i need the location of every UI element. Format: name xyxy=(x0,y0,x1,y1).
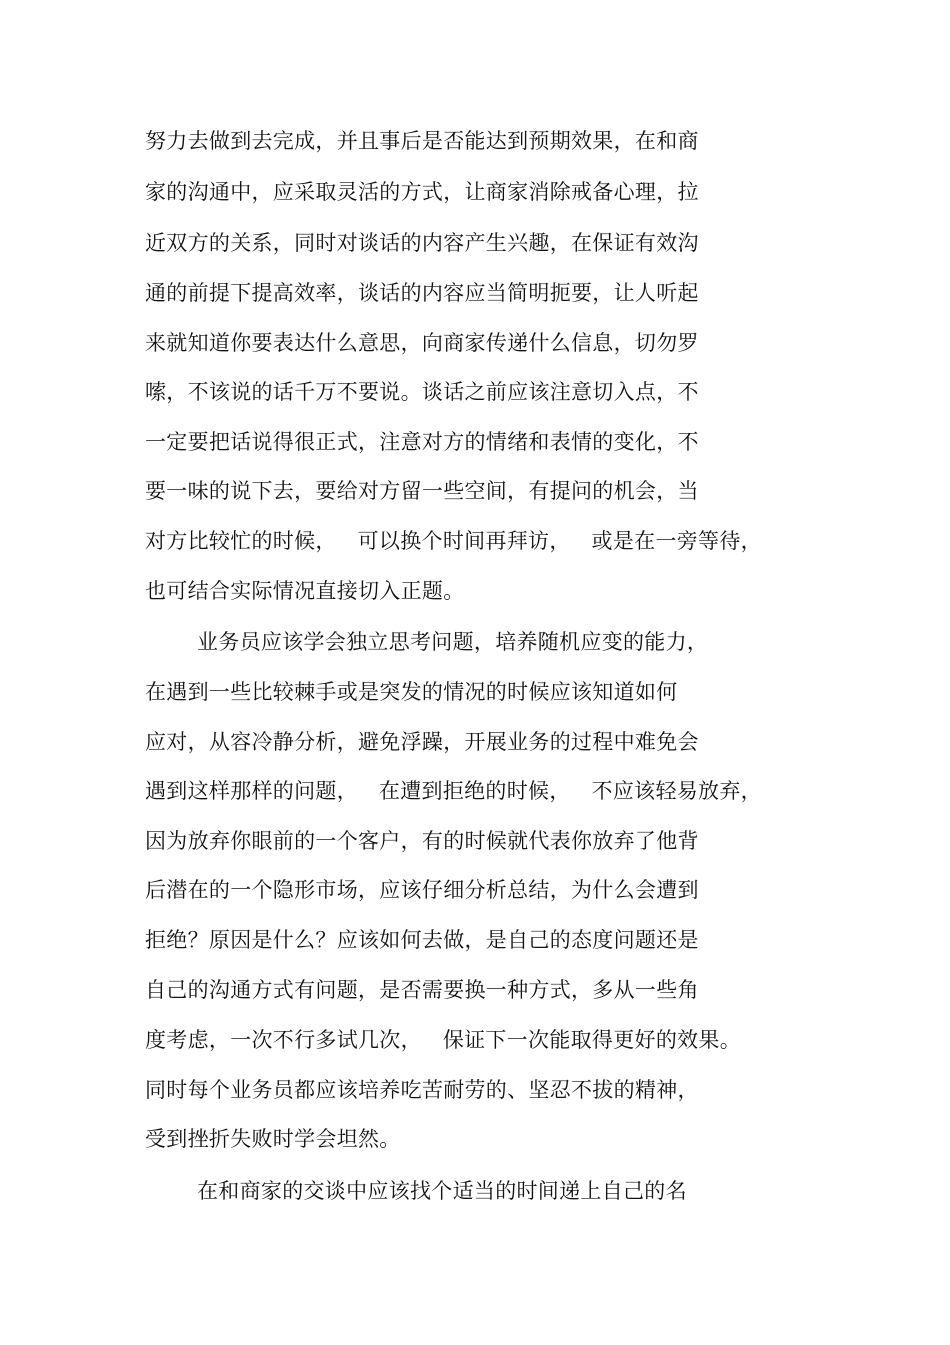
text-line: 努力去做到去完成，并且事后是否能达到预期效果，在和商 xyxy=(145,129,699,153)
text-line: 因为放弃你眼前的一个客户，有的时候就代表你放弃了他背 xyxy=(145,829,699,853)
text-line: 遇到这样那样的问题， 在遭到拒绝的时候， 不应该轻易放弃， xyxy=(145,779,762,803)
text-line: 近双方的关系，同时对谈话的内容产生兴趣，在保证有效沟 xyxy=(145,231,699,255)
text-line: 通的前提下提高效率，谈话的内容应当简明扼要，让人听起 xyxy=(145,281,699,305)
paragraph-first-line: 在和商家的交谈中应该找个适当的时间递上自己的名 xyxy=(197,1179,687,1203)
text-line: 要一味的说下去，要给对方留一些空间，有提问的机会，当 xyxy=(145,479,699,503)
text-line: 嗦，不该说的话千万不要说。谈话之前应该注意切入点，不 xyxy=(145,380,699,404)
text-line: 来就知道你要表达什么意思，向商家传递什么信息，切勿罗 xyxy=(145,331,699,355)
text-line: 对方比较忙的时候， 可以换个时间再拜访， 或是在一旁等待， xyxy=(145,529,762,553)
text-line: 在遇到一些比较棘手或是突发的情况的时候应该知道如何 xyxy=(145,680,678,704)
text-line: 拒绝？原因是什么？应该如何去做，是自己的态度问题还是 xyxy=(145,928,699,952)
text-line: 一定要把话说得很正式，注意对方的情绪和表情的变化，不 xyxy=(145,430,699,454)
text-line: 自己的沟通方式有问题，是否需要换一种方式，多从一些角 xyxy=(145,978,699,1002)
text-line: 度考虑，一次不行多试几次， 保证下一次能取得更好的效果。 xyxy=(145,1028,742,1052)
text-line: 也可结合实际情况直接切入正题。 xyxy=(145,579,465,603)
text-line: 应对，从容冷静分析，避免浮躁，开展业务的过程中难免会 xyxy=(145,730,699,754)
text-line: 家的沟通中，应采取灵活的方式，让商家消除戒备心理，拉 xyxy=(145,180,699,204)
text-line: 后潜在的一个隐形市场，应该仔细分析总结，为什么会遭到 xyxy=(145,878,699,902)
text-line: 同时每个业务员都应该培养吃苦耐劳的、坚忍不拔的精神， xyxy=(145,1078,699,1102)
text-line: 受到挫折失败时学会坦然。 xyxy=(145,1127,401,1151)
paragraph-first-line: 业务员应该学会独立思考问题，培养随机应变的能力， xyxy=(197,630,709,654)
